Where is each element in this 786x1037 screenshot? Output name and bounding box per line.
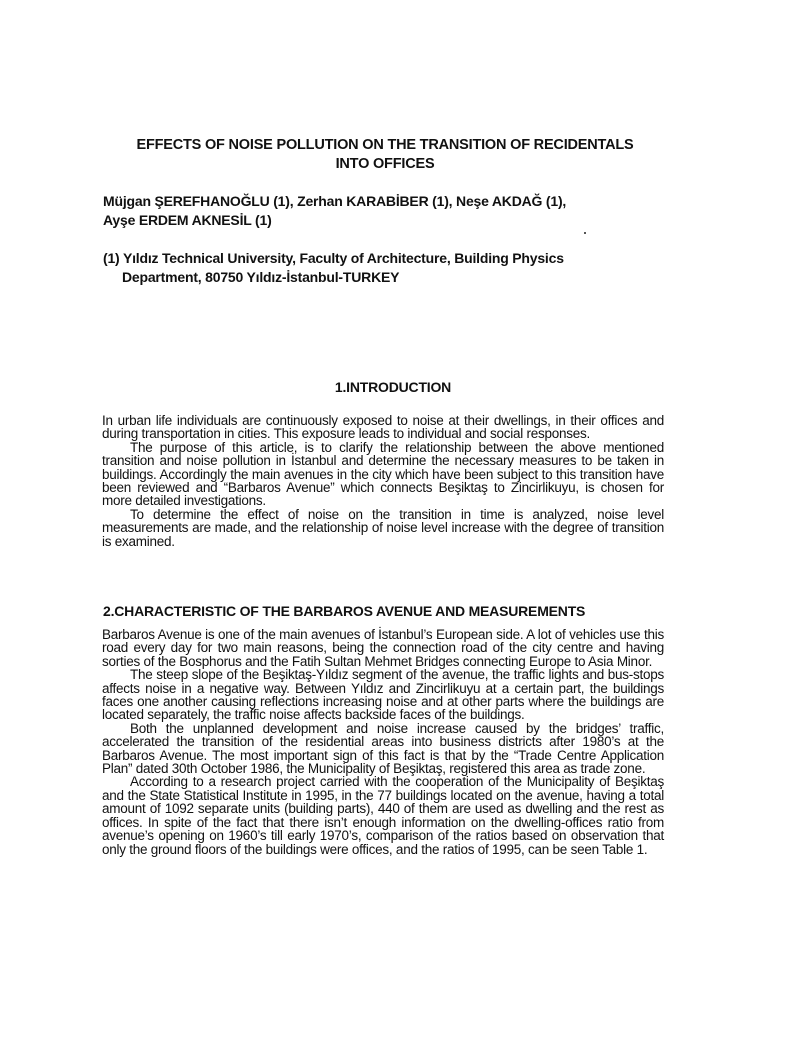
paragraph: In urban life individuals are continuously exposed to noise at their dwellings, in their offices and during transportation in cities. This exposure leads to individual and social responses. xyxy=(102,413,664,442)
paper-title xyxy=(100,136,670,174)
section-heading-introduction: 1.INTRODUCTION xyxy=(334,379,452,395)
introduction-body xyxy=(102,414,664,548)
title-line-1: EFFECTS OF NOISE POLLUTION ON THE TRANSITION OF RECIDENTALS xyxy=(136,137,634,153)
author-list xyxy=(103,192,673,230)
paragraph: The purpose of this article, is to clarify the relationship between the above mentioned transition and noise pollution in İstanbul and determine the necessary measures to be taken in buildings. Accordingly the main avenues in the city which have been subject to this transition have been reviewed and “Barbaros Avenue” which connects Beşiktaş to Zincirlikuyu, is chosen for more detailed investigations. xyxy=(102,439,664,509)
paragraph: To determine the effect of noise on the transition in time is analyzed, noise level measurements are made, and the relationship of noise level increase with the degree of transition is examined. xyxy=(102,506,664,549)
paragraph: According to a research project carried with the cooperation of the Municipality of Beşiktaş and the State Statistical Institute in 1995, in the 77 buildings located on the avenue, having a total amount of 1092 separate units (building parts), 440 of them are used as dwelling and the rest as offices. In spite of the fact that there isn’t enough information on the dwelling-offices ratio from avenue’s opening on 1960’s till early 1970’s, comparison of the ratios based on observation that only the ground floors of the buildings were offices, and the ratios of 1995, can be seen Table 1. xyxy=(102,774,664,857)
title-line-2: INTO OFFICES xyxy=(335,156,435,172)
affiliation xyxy=(103,249,673,287)
authors-line-2: Ayşe ERDEM AKNESİL (1) xyxy=(103,212,272,228)
affiliation-line-2: Department, 80750 Yıldız-İstanbul-TURKEY xyxy=(122,269,400,285)
paragraph: Barbaros Avenue is one of the main avenues of İstanbul’s European side. A lot of vehicles use this road every day for two main reasons, being the connection road of the city centre and having sorties of the Bosphorus and the Fatih Sultan Mehmet Bridges connecting Europe to Asia Minor. xyxy=(102,627,664,669)
paragraph: The steep slope of the Beşiktaş-Yıldız segment of the avenue, the traffic lights and bus-stops affects noise in a negative way. Between Yıldız and Zincirlikuyu at a certain part, the buildings faces one another causing reflections increasing noise and at other parts where the buildings are located separately, the traffic noise affects backside faces of the buildings. xyxy=(102,667,664,723)
scan-speck xyxy=(584,232,586,234)
characteristic-body xyxy=(102,628,664,856)
section-heading-characteristic: 2.CHARACTERISTIC OF THE BARBAROS AVENUE AND MEASUREMENTS xyxy=(103,603,586,619)
affiliation-line-1: (1) Yıldız Technical University, Faculty of Architecture, Building Physics xyxy=(103,250,564,266)
authors-line-1: Müjgan ŞEREFHANOĞLU (1), Zerhan KARABİBER (1), Neşe AKDAĞ (1), xyxy=(103,193,567,209)
paragraph: Both the unplanned development and noise increase caused by the bridges’ traffic, accelerated the transition of the residential areas into business districts after 1980’s at the Barbaros Avenue. The most important sign of this fact is that by the “Trade Centre Application Plan” dated 30th October 1986, the Municipality of Beşiktaş, registered this area as trade zone. xyxy=(102,720,664,777)
